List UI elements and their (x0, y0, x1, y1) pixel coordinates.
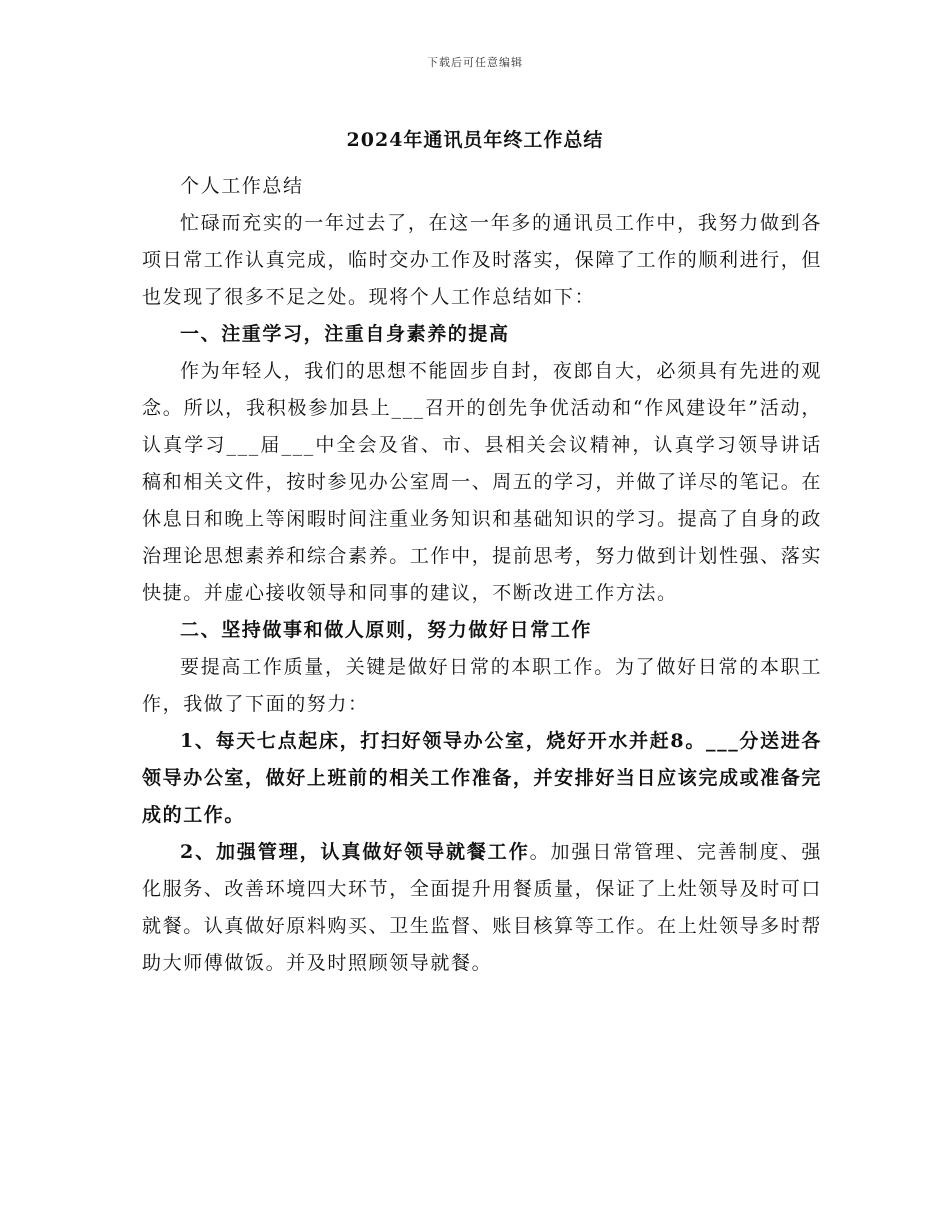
section-2-item-2-lead: 2、加强管理，认真做好领导就餐工作 (180, 841, 530, 863)
section-2-item-2-text: 。加强日常管理、完善制度、强化服务、改善环境四大环节，全面提升用餐质量，保证了上灶领导及时可口就餐。认真做好原料购买、卫生监督、账目核算等工作。在上灶领导多时帮助大师傅做饭。并及时照顾领导就餐。 (142, 841, 823, 974)
section-2-paragraph: 要提高工作质量，关键是做好日常的本职工作。为了做好日常的本职工作，我做了下面的努力： (142, 656, 822, 715)
section-2-item-1: 1、每天七点起床，打扫好领导办公室，烧好开水并赶8。___分送进各领导办公室，做好上班前的相关工作准备，并安排好当日应该完成或准备完成的工作。 (142, 730, 822, 826)
section-1-heading: 一、注重学习，注重自身素养的提高 (180, 323, 510, 345)
document-title: 2024年通讯员年终工作总结 (346, 129, 604, 151)
section-1-paragraph: 作为年轻人，我们的思想不能固步自封，夜郎自大，必须具有先进的观念。所以，我积极参加县上___召开的创先争优活动和“作风建设年”活动，认真学习___届___中全会及省、市、县相关会议精神，认真学习领导讲话稿和相关文件，按时参见办公室周一、周五的学习，并做了详尽的笔记。在休息日和晚上等闲暇时间注重业务知识和基础知识的学习。提高了自身的政治理论思想素养和综合素养。工作中，提前思考，努力做到计划性强、落实快捷。并虚心接收领导和同事的建议，不断改进工作方法。 (142, 360, 822, 604)
section-2-item-2 (142, 834, 822, 982)
header-note: 下载后可任意编辑 (427, 56, 523, 69)
intro-paragraph: 忙碌而充实的一年过去了，在这一年多的通讯员工作中，我努力做到各项日常工作认真完成，临时交办工作及时落实，保障了工作的顺利进行，但也发现了很多不足之处。现将个人工作总结如下： (142, 212, 822, 308)
subtitle: 个人工作总结 (180, 175, 304, 197)
section-2-heading: 二、坚持做事和做人原则，努力做好日常工作 (180, 619, 593, 641)
document-body (142, 168, 822, 982)
